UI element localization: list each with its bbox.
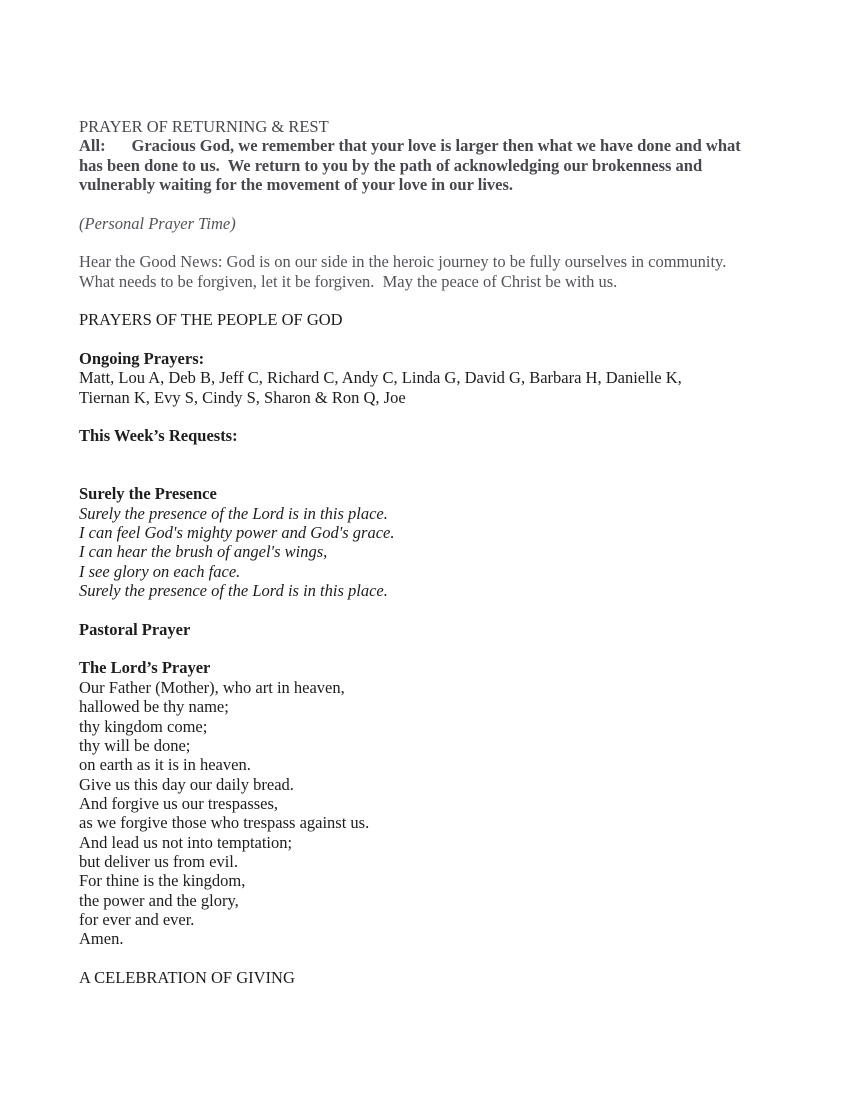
lords-prayer-title: The Lord’s Prayer xyxy=(79,658,211,678)
section-heading-celebration-of-giving: A CELEBRATION OF GIVING xyxy=(79,967,295,987)
song-verse-line: Surely the presence of the Lord is in this place. xyxy=(79,503,388,523)
song-verse-line: I can feel God's mighty power and God's grace. xyxy=(79,523,395,543)
good-news-line: Hear the Good News: God is on our side in the heroic journey to be fully ourselves in community. xyxy=(79,252,727,272)
all-response-line: vulnerably waiting for the movement of your love in our lives. xyxy=(79,175,514,195)
section-heading-prayer-of-returning: PRAYER OF RETURNING & REST xyxy=(79,117,329,136)
song-verse-line: I can hear the brush of angel's wings, xyxy=(79,542,328,562)
ongoing-prayers-names-line: Matt, Lou A, Deb B, Jeff C, Richard C, Andy C, Linda G, David G, Barbara H, Danielle K, xyxy=(79,368,682,388)
lords-prayer-line: but deliver us from evil. xyxy=(79,851,239,871)
blank-line xyxy=(79,233,780,252)
personal-prayer-note: (Personal Prayer Time) xyxy=(79,213,236,233)
all-response-line xyxy=(79,136,780,155)
lords-prayer-line: as we forgive those who trespass against us. xyxy=(79,813,370,833)
all-response-line: has been done to us. We return to you by the path of acknowledging our brokenness and xyxy=(79,155,703,175)
blank-line xyxy=(79,194,780,213)
lords-prayer-line: hallowed be thy name; xyxy=(79,697,229,717)
lords-prayer-line: thy kingdom come; xyxy=(79,716,208,736)
lords-prayer-line: the power and the glory, xyxy=(79,890,239,910)
lords-prayer-line: And lead us not into temptation; xyxy=(79,832,293,852)
blank-line xyxy=(79,446,780,465)
blank-line xyxy=(79,465,780,484)
song-title: Surely the Presence xyxy=(79,484,217,504)
song-verse-line: I see glory on each face. xyxy=(79,561,241,581)
weekly-requests-label: This Week’s Requests: xyxy=(79,426,238,446)
blank-line xyxy=(79,330,780,349)
ongoing-prayers-names-line: Tiernan K, Evy S, Cindy S, Sharon & Ron Q, Joe xyxy=(79,387,406,407)
lords-prayer-line: For thine is the kingdom, xyxy=(79,871,246,891)
ongoing-prayers-label: Ongoing Prayers: xyxy=(79,349,205,369)
good-news-line: What needs to be forgiven, let it be forgiven. May the peace of Christ be with us. xyxy=(79,271,618,291)
all-response-text: Gracious God, we remember that your love is larger then what we have done and what xyxy=(131,136,741,156)
lords-prayer-line: Amen. xyxy=(79,929,124,949)
lords-prayer-line: on earth as it is in heaven. xyxy=(79,755,251,775)
lords-prayer-line: for ever and ever. xyxy=(79,909,195,929)
song-verse-line: Surely the presence of the Lord is in this place. xyxy=(79,581,388,601)
lords-prayer-line: Our Father (Mother), who art in heaven, xyxy=(79,677,345,697)
lords-prayer-line: Give us this day our daily bread. xyxy=(79,774,294,794)
lords-prayer-line: thy will be done; xyxy=(79,735,191,755)
blank-line xyxy=(79,407,780,426)
blank-line xyxy=(79,600,780,619)
all-label: All: xyxy=(79,136,106,156)
blank-line xyxy=(79,291,780,310)
pastoral-prayer-label: Pastoral Prayer xyxy=(79,619,191,639)
section-heading-prayers-of-the-people: PRAYERS OF THE PEOPLE OF GOD xyxy=(79,310,343,330)
lords-prayer-line: And forgive us our trespasses, xyxy=(79,793,279,813)
blank-line xyxy=(79,639,780,658)
blank-line xyxy=(79,949,780,968)
